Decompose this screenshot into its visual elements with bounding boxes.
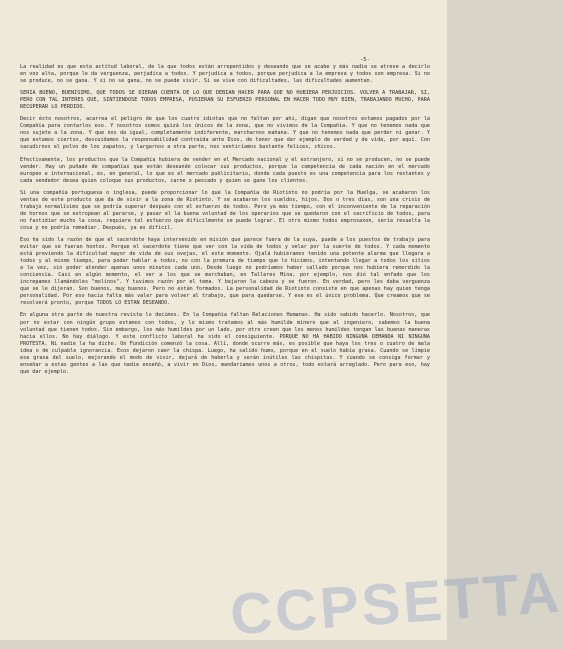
paragraph-labor-attitude: La realidad es que esta actitud laboral, de la que todos están arrepentidos y deseando que se acabe y más nadie se atreve a decirlo en voz alta, porque le da verguenza, perjudica a todos. Y perjudica a todos, porque perjudica a la empresa y todos son empresa. Si no se produce, no se gana. Y si no se gana, no se puede vivir. Si se vive con dificultades, las dificultades aumentan. bbox=[20, 64, 430, 85]
page-number: -5- bbox=[360, 57, 370, 63]
document-body bbox=[20, 64, 430, 381]
paragraph-call-to-work: SERIA BUENO, BUENISIMO, QUE TODOS SE DIERAN CUENTA DE LO QUE DEBIAN HACER PARA QUE NO HUBIERA PERJUICIOS. VOLVER A TRABAJAR, SI, PERO CON TAL INTERES QUE, SINTIENDOSE TODOS EMPRESA, PUSIERAN SU ESFUERZO PERSONAL EN HACER TODO MUY BIEN, TRABAJANDO MUCHO, PARA RECUPERAR LO PERDIDO. bbox=[20, 90, 430, 111]
paragraph-foreign-companies: Si una compañía portuguesa o inglesa, puede proporcionar lo que la Compañía de Riotinto no podría por la Huelga, se acabaron los ventas de este producto que da de vivir a la zona de Riotinto. Y se acabaron los sueldos, hijos. Dos o tres días, son una crisis de trabajo normalísimo que se podría superar después con el esfuerzo de todos. Pero ya más tiempo, con el inconveniente de la reparación de hornos que se estropean al pararse, y pasar el la buena voluntad de los operarios que se quedaron con el sacrificio de todos, para no fastidiar mucho la cosa, requiere tal esfuerzo que difícilmente se puede lograr. El otro mismo todos emprosaxon, sería resuelta la cosa y no podría remediar. Después, ya es difícil. bbox=[20, 189, 430, 231]
paragraph-human-relations: En alguna otra parte de nuestra revista lo decimos. En la Compañía faltan Relaciones Humanas. Ha sido sabido hacerlo. Nosotros, que por no estar con ningún grupo estamos con todos, y lo mismo tratamos al más humilde minero que al ingeniero, sabemos la buena voluntad que tienen todos. Sin embargo, los más humildes por un lado, por otro creen que los menos humildes tengan las buenas maneras hacia ellos. No hay diálogo. Y este conflicto laboral ha sido el consiguiente. PORQUE NO HA HABIDO NINGUNA DEMANDA NI NINGUNA PROTESTA. Ni nadie la ha dicho. Un Fundición comenzó la cosa. Allí, donde ocurre más, es posible que haya los tres o cuatro de mala idea o de culpable ignorancia. Esos dejaron caer la chispa. Luego, ha salido humo, porque en el suelo había grasa. Cuando se limpie esa grasa del suelo, mejorando el modo de vivir, dejará de haberla y serán inútiles las chispitas. Y cuando se consiga formar y enseñar a estas gentes a las que nadie enseñó, a vivir en Dios, mandaríamos unos a otros, todo estará arreglado. Pero para eso, hay que dar ejemplo. bbox=[20, 312, 430, 375]
paragraph-priest-intervention: Eso ha sido la razón de que el sacerdote haya intervenido en misión que parece fuera de la suya, puede a los puestos de trabajo para evitar que se fueran hontos. Porque el sacerdote tiene que ver con la vida de todos y velar por la suerte de todos. Y cada momento está previendo la dificultad mayor de vida de sus ovejas, el este momento. Ojalá hubiéramos tenido una potente alarma que llegara a todos y al mismo tiempo, para poder hablar a todos, no con la premura de tiempo que lo hicimos, intentando llegar a todos los sitios a la vez, sin poder atender apenas unos minutos cada uno. Desde luego no podríamos haber callado porque nos hubiera remordido la conciencia. Casi en algún momento, el ver a los que se marchaban, en Talleres Mina, por ejemplo, nos dió tal enfado que los increpamos llamándoles "molinos". Y tuvimos razón por el tema. Y bajaron la cabeza y se fueron. En verdad, pero les daba verguenza que se le dijeran. Son buenos, muy buenos. Pero no están formados. La personalidad de Riotinto consiste en que apenas hay quien tenga personalidad. Por eso hacía falta más valer para volver al trabajo, que para quedarse. Y ese es el único problema. Que creamos que se resolverá pronto, porque TODOS LO ESTAN DESEANDO. bbox=[20, 236, 430, 307]
paragraph-market-competition: Efectivamente, los productos que la Compañía hubiera de vender en el Mercado nacional y el extranjero, si no se producen, no se puede vender. Hay un puñado de compañías que están deseando colocar sus productos, porque la competencia de cada nación en el mercado europeo e internacional, es, en general, lo que es el mercado publicitario, donde cada puesto es una competencia para los restantes y cada vendedor desea quien coloque sus productos, carne o pescado y quien se gane los clientes. bbox=[20, 156, 430, 184]
paragraph-speaking-risk: Decir ésto nosotros, acarrea el peligro de que los cuatro idiotas que no faltan por ahí, digan que nosotros estamos pagados por la Compañía para contarlos eso. Y nosotros somos quizá los únicos de la zona, que no vivimos de la Compañía. Y que no tenemos nada que nos sujete a la zona. Y que nos da igual, completamente indiferente, marcharnos mañana. Y que no tenemos nada que perder ni ganar. Y que estamos ciertos, descuidamos la responsabilidad contraída ante Dios, de tener que dar ejemplo de verdad y de vida, por aquí. Con sacudirnos el polvo de los zapatos, y largarnos a otra parte, nos sentiríamos bastante felices, chicos. bbox=[20, 116, 430, 151]
archive-watermark: CCPSETTA bbox=[228, 559, 564, 648]
